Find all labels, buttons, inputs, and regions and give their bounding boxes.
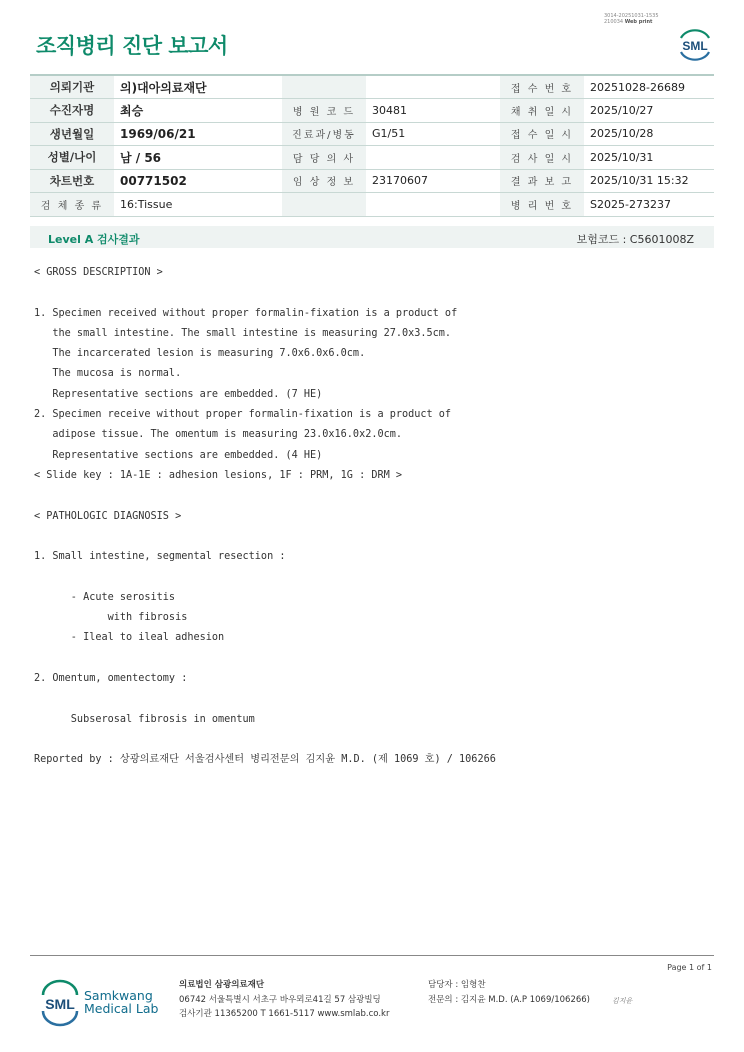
info-value: G1/51 <box>366 122 500 146</box>
info-label <box>282 193 366 217</box>
info-value: 16:Tissue <box>114 193 282 217</box>
info-label: 검 체 종 류 <box>30 193 114 217</box>
print-meta-line1: 3014-20251031-1535 <box>604 13 659 19</box>
org-name: 의료법인 삼광의료재단 <box>179 980 265 990</box>
info-value: 2025/10/28 <box>584 122 714 146</box>
result-level-bar <box>30 226 714 248</box>
brand-line2: Medical Lab <box>84 1001 159 1016</box>
report-title: 조직병리 진단 보고서 <box>36 34 228 58</box>
org-info <box>179 978 389 1022</box>
svg-text:SML: SML <box>682 39 708 53</box>
info-row <box>30 193 714 217</box>
info-label: 결 과 보 고 <box>500 169 584 193</box>
signature-mark: 김지윤 <box>612 997 633 1005</box>
patient-info-table <box>30 74 714 217</box>
info-label: 담 당 의 사 <box>282 146 366 170</box>
report-line <box>34 688 496 708</box>
report-line <box>34 485 496 505</box>
info-value: 최승 <box>114 99 282 123</box>
info-value: 30481 <box>366 99 500 123</box>
info-label: 접 수 번 호 <box>500 75 584 99</box>
info-label: 채 취 일 시 <box>500 99 584 123</box>
brand-line1: Samkwang <box>84 988 153 1003</box>
footer-divider <box>30 955 714 956</box>
info-label: 수진자명 <box>30 99 114 123</box>
svg-text:SML: SML <box>45 996 75 1012</box>
report-line: The incarcerated lesion is measuring 7.0x6.0x6.0cm. <box>34 348 366 360</box>
report-line: Subserosal fibrosis in omentum <box>34 713 255 725</box>
report-line: with fibrosis <box>34 612 188 624</box>
level-label: Level A 검사결과 <box>48 233 140 246</box>
info-value: 2025/10/27 <box>584 99 714 123</box>
brand-name <box>84 989 158 1015</box>
report-line: 2. Specimen receive without proper formalin-fixation is a product of <box>34 409 452 421</box>
info-label: 의뢰기관 <box>30 75 114 99</box>
report-line: adipose tissue. The omentum is measuring 23.0x16.0x2.0cm. <box>34 429 403 441</box>
info-label: 성별/나이 <box>30 146 114 170</box>
info-value <box>366 146 500 170</box>
report-line: < Slide key : 1A-1E : adhesion lesions, 1F : PRM, 1G : DRM > <box>34 469 403 481</box>
info-value: 2025/10/31 <box>584 146 714 170</box>
info-label: 진료과/병동 <box>282 122 366 146</box>
info-label <box>282 75 366 99</box>
info-label: 생년월일 <box>30 122 114 146</box>
info-label: 차트번호 <box>30 169 114 193</box>
info-label: 병 리 번 호 <box>500 193 584 217</box>
info-row <box>30 122 714 146</box>
report-line: The mucosa is normal. <box>34 368 182 380</box>
print-meta-line2: 210034 Web print <box>604 19 653 25</box>
info-row <box>30 75 714 99</box>
info-value: 남 / 56 <box>114 146 282 170</box>
report-line: Representative sections are embedded. (4 HE) <box>34 449 323 461</box>
info-value: 2025/10/31 15:32 <box>584 169 714 193</box>
report-line: 1. Small intestine, segmental resection : <box>34 551 286 563</box>
info-value <box>366 193 500 217</box>
report-line: < PATHOLOGIC DIAGNOSIS > <box>34 510 182 522</box>
report-line <box>34 566 496 586</box>
report-line <box>34 282 496 302</box>
report-line: the small intestine. The small intestine is measuring 27.0x3.5cm. <box>34 327 452 339</box>
org-contact: 검사기관 11365200 T 1661-5117 www.smlab.co.kr <box>179 1009 390 1019</box>
org-address: 06742 서울특별시 서초구 바우뫼로41길 57 삼광빌딩 <box>179 994 381 1005</box>
sml-logo <box>676 26 714 62</box>
report-line: Representative sections are embedded. (7 HE) <box>34 388 323 400</box>
page-number: Page 1 of 1 <box>667 963 712 972</box>
insurance-code: 보험코드 : C5601008Z <box>576 233 694 246</box>
report-line: - Ileal to ileal adhesion <box>34 632 225 644</box>
report-body <box>34 262 496 769</box>
info-value <box>366 75 500 99</box>
info-value: S2025-273237 <box>584 193 714 217</box>
report-line: 2. Omentum, omentectomy : <box>34 672 188 684</box>
staff-info <box>428 978 590 1007</box>
specialist-line: 전문의 : 김지윤 M.D. (A.P 1069/106266) <box>428 994 590 1005</box>
report-line: < GROSS DESCRIPTION > <box>34 267 163 278</box>
info-value: 의)대아의료재단 <box>114 75 282 99</box>
info-value: 23170607 <box>366 169 500 193</box>
info-value: 1969/06/21 <box>114 122 282 146</box>
info-label: 접 수 일 시 <box>500 122 584 146</box>
manager-line: 담당자 : 임형찬 <box>428 980 486 990</box>
info-row <box>30 99 714 123</box>
report-line <box>34 729 496 749</box>
sml-footer-logo <box>38 979 82 1027</box>
info-label: 임 상 정 보 <box>282 169 366 193</box>
print-meta <box>604 13 659 25</box>
info-label: 병 원 코 드 <box>282 99 366 123</box>
report-line <box>34 526 496 546</box>
report-line <box>34 648 496 668</box>
report-line: - Acute serositis <box>34 591 176 603</box>
report-line: Reported by : 상광의료재단 서울검사센터 병리전문의 김지윤 M.D. (제 1069 호) / 106266 <box>34 754 496 766</box>
info-label: 검 사 일 시 <box>500 146 584 170</box>
report-line: 1. Specimen received without proper formalin-fixation is a product of <box>34 307 458 319</box>
info-row <box>30 169 714 193</box>
info-row <box>30 146 714 170</box>
info-value: 20251028-26689 <box>584 75 714 99</box>
info-value: 00771502 <box>114 169 282 193</box>
